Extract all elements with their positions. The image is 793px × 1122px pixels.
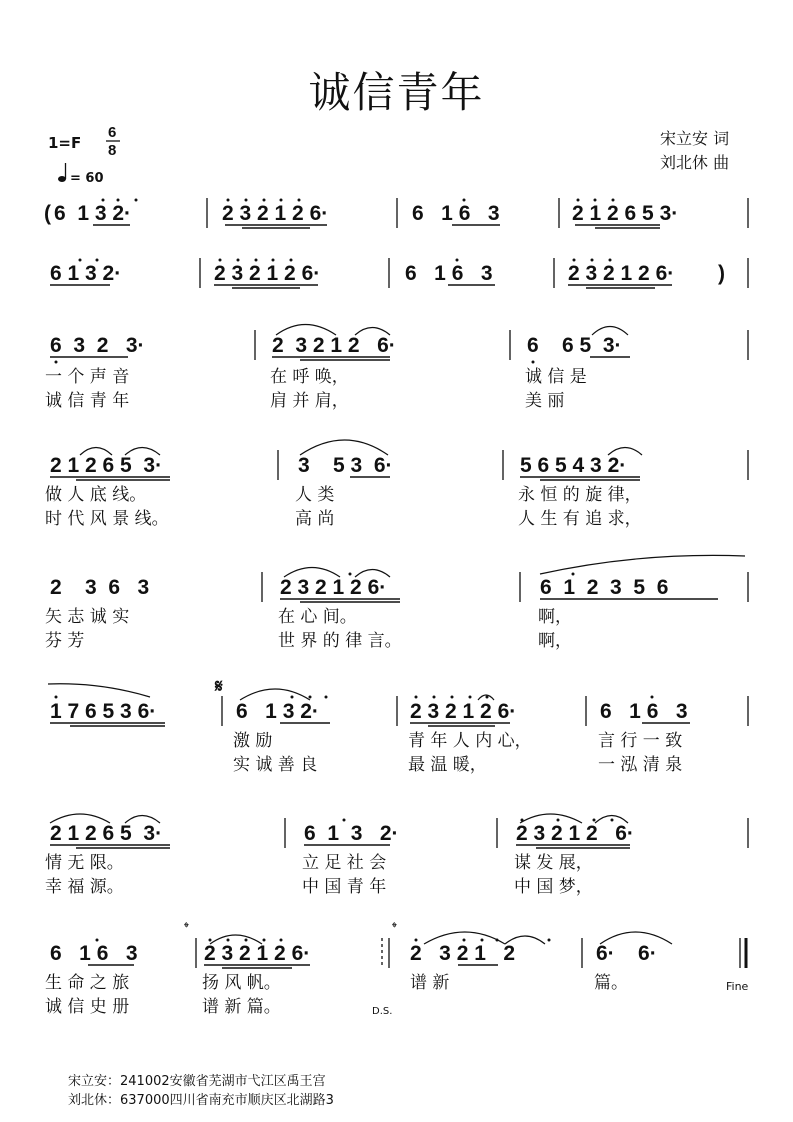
measure-10: 2 3 2 1 2 6· [272,334,396,357]
lyric-v1-row3-b: 在 呼 唤， [270,367,349,387]
tempo-mark: = 60 [70,171,104,186]
measure-15: 2 3 6 3 [50,576,150,599]
segno-icon: 𝄋 [215,676,223,696]
score-row-4 [45,440,748,529]
lyricist-credit: 宋立安 词 [660,129,730,148]
measure-12: 2 1 2 6 5 3· [50,454,163,477]
footer-line-composer: 刘北休：637000四川省南充市顺庆区北湖路3 [68,1093,334,1108]
lyric-v2-row5-a: 芬 芳 [45,631,85,651]
lyric-v2-row4-b: 高 尚 [295,509,335,529]
measure-24: 2 3 2 1 2 6· [516,822,634,845]
footer-addresses [68,1072,384,1110]
measure-23: 6 1 3 2· [304,822,399,845]
measure-22: 2 1 2 6 5 3· [50,822,163,845]
lyric-v1-row3-a: 一 个 声 音 [45,367,130,387]
measure-19: 6 1 3 2· [236,700,319,723]
lyric-v1-row4-b: 人 类 [295,485,335,505]
lyric-v1-row8-c: 谱 新 [410,973,450,993]
lyric-v1-row6-c: 青 年 人 内 心， [408,731,532,751]
score-row-8 [45,920,749,1017]
lyric-v2-row5-c: 啊， [538,631,572,651]
lyric-v2-row3-a: 诚 信 青 年 [45,391,130,411]
lyric-v2-row8-a: 诚 信 史 册 [45,997,130,1017]
song-title: 诚信青年 [308,68,485,117]
key-signature: 1=F [48,134,82,152]
fine-mark: Fine [726,980,749,993]
paren-close: ) [718,262,725,285]
time-sig-bottom: 8 [108,142,117,159]
measure-4: 2 1 2 6 5 3· [572,202,679,225]
lyric-v2-row6-b: 实 诚 善 良 [233,755,318,775]
lyric-v1-row5-b: 在 心 间。 [278,607,357,627]
measure-13: 3 5 3 6· [298,454,393,477]
measure-1: 6 1 3 2· [54,202,132,225]
lyric-v2-row4-a: 时 代 风 景 线。 [45,509,169,529]
lyric-v1-row5-c: 啊， [538,607,572,627]
paren-open: ( [44,202,51,225]
lyric-v2-row6-d: 一 泓 清 泉 [598,755,683,775]
measure-5: 6 1 3 2· [50,262,122,285]
lyric-v2-row3-b: 肩 并 肩， [270,391,349,411]
measure-17: 6 1 2 3 5 6 [540,576,669,599]
quarter-note-icon [58,163,66,182]
measure-7: 6 1 6 3 [405,262,493,285]
lyric-v1-row4-c: 永 恒 的 旋 律， [518,485,642,505]
lyric-v1-row3-c: 诚 信 是 [525,367,587,387]
coda-icon-2: 𝄌 [392,920,397,936]
lyric-v1-row7-a: 情 无 限。 [45,853,124,873]
lyric-v1-row7-c: 谋 发 展， [514,853,593,873]
ds-mark: D.S. [372,1006,393,1017]
lyric-v2-row7-a: 幸 福 源。 [45,877,124,897]
measure-2: 2 3 2 1 2 6· [222,202,329,225]
score-row-6 [48,676,748,775]
measure-20: 2 3 2 1 2 6· [410,700,517,723]
lyric-v2-row4-c: 人 生 有 追 求， [518,509,642,529]
score-row-1 [44,198,748,228]
score-row-5 [45,555,748,651]
measure-11: 6 6 5 3· [527,334,622,357]
score-row-7 [45,814,748,897]
measure-9: 6 3 2 3· [50,334,145,357]
lyric-v2-row7-c: 中 国 梦， [514,877,593,897]
measure-26: 2 3 2 1 2 6· [204,942,311,965]
measure-21: 6 1 6 3 [600,700,688,723]
lyric-v2-row7-b: 中 国 青 年 [302,877,387,897]
lyric-v1-row5-a: 矢 志 诚 实 [45,607,130,627]
score-row-3 [45,325,748,412]
lyric-v2-row3-c: 美 丽 [525,391,565,411]
time-sig-top: 6 [108,124,117,141]
lyric-v1-row6-d: 言 行 一 致 [598,731,683,751]
measure-14: 5 6 5 4 3 2· [520,454,627,477]
score-row-2 [50,258,748,288]
measure-27: 2 3 2 1 2 [410,942,516,965]
composer-credit: 刘北休 曲 [660,153,730,172]
measure-6: 2 3 2 1 2 6· [214,262,321,285]
footer-line-lyricist: 宋立安：241002安徽省芜湖市弋江区禹王宫 [68,1074,326,1089]
lyric-v1-row7-b: 立 足 社 会 [302,853,387,873]
lyric-v1-row8-a: 生 命 之 旅 [45,973,130,993]
measure-8: 2 3 2 1 2 6· [568,262,675,285]
lyric-v1-row8-b: 扬 风 帆。 [202,973,281,993]
measure-3: 6 1 6 3 [412,202,500,225]
measure-16: 2 3 2 1 2 6· [280,576,387,599]
coda-icon-1: 𝄌 [184,920,189,936]
lyric-v1-row4-a: 做 人 底 线。 [45,485,147,505]
lyric-v2-row6-c: 最 温 暖， [408,755,487,775]
measure-18: 1 7 6 5 3 6· [50,700,157,723]
measure-25: 6 1 6 3 [50,942,138,965]
measure-28: 6· 6· [596,942,657,965]
lyric-v2-row8-b: 谱 新 篇。 [202,997,281,1017]
lyric-v1-row8-d: 篇。 [594,973,628,993]
lyric-v1-row6-b: 激 励 [233,731,273,751]
lyric-v2-row5-b: 世 界 的 律 言。 [278,631,402,651]
